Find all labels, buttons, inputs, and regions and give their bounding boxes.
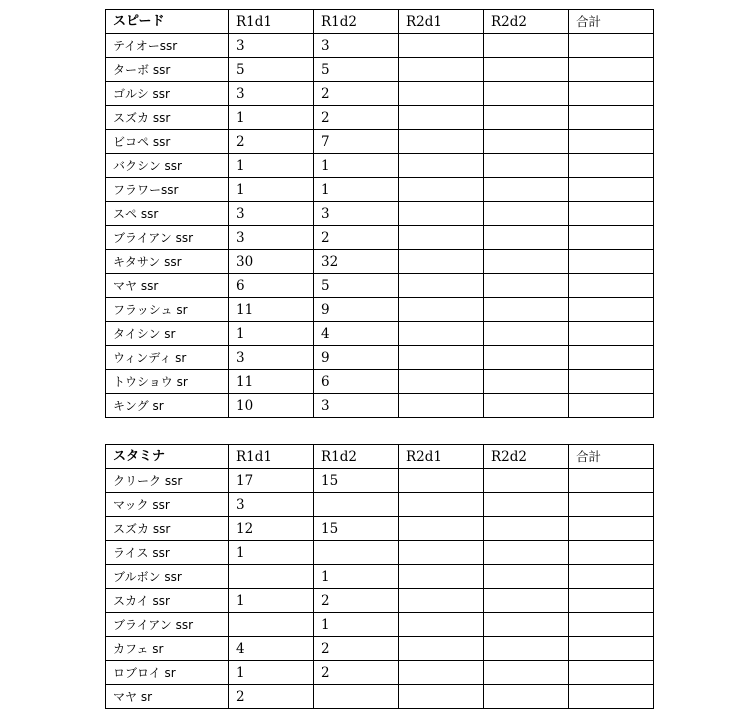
table-cell <box>399 34 484 58</box>
table-cell <box>484 685 569 709</box>
table-cell: 1 <box>229 154 314 178</box>
stamina-table <box>105 444 654 709</box>
table-cell <box>399 565 484 589</box>
table-cell <box>399 178 484 202</box>
column-header: R1d1 <box>229 10 314 34</box>
table-row <box>106 661 654 685</box>
table-cell: 3 <box>314 394 399 418</box>
table-cell <box>399 469 484 493</box>
table-cell: 3 <box>229 34 314 58</box>
table-row <box>106 685 654 709</box>
table-cell: 2 <box>314 661 399 685</box>
table-cell <box>484 394 569 418</box>
table-cell <box>399 274 484 298</box>
table-row <box>106 82 654 106</box>
header-row <box>106 10 654 34</box>
table-cell <box>569 82 654 106</box>
table-cell: 3 <box>229 226 314 250</box>
table-cell <box>569 250 654 274</box>
table-row <box>106 58 654 82</box>
column-header: R2d2 <box>484 445 569 469</box>
table-cell <box>484 322 569 346</box>
table-cell <box>399 322 484 346</box>
table-cell: 3 <box>229 493 314 517</box>
row-label: ターボ ssr <box>106 58 229 82</box>
table-cell <box>399 661 484 685</box>
table-cell: 3 <box>229 82 314 106</box>
table-row <box>106 34 654 58</box>
table-cell <box>399 493 484 517</box>
table-cell <box>399 298 484 322</box>
table-cell: 32 <box>314 250 399 274</box>
table-cell: 7 <box>314 130 399 154</box>
row-label: スペ ssr <box>106 202 229 226</box>
table-cell <box>399 226 484 250</box>
column-header: R2d2 <box>484 10 569 34</box>
row-label: ウィンディ sr <box>106 346 229 370</box>
table-row <box>106 250 654 274</box>
table-cell <box>569 637 654 661</box>
speed-table <box>105 9 654 418</box>
table-cell: 2 <box>314 82 399 106</box>
table-cell: 1 <box>229 541 314 565</box>
table-cell <box>484 541 569 565</box>
table-cell: 4 <box>314 322 399 346</box>
table-cell: 10 <box>229 394 314 418</box>
table-cell: 1 <box>314 613 399 637</box>
row-label: スズカ ssr <box>106 517 229 541</box>
table-cell <box>399 541 484 565</box>
column-header: R1d1 <box>229 445 314 469</box>
table-cell <box>484 154 569 178</box>
table-cell: 3 <box>229 346 314 370</box>
table-row <box>106 106 654 130</box>
table-cell <box>399 589 484 613</box>
table-cell <box>314 493 399 517</box>
table-cell: 9 <box>314 346 399 370</box>
table-cell: 3 <box>229 202 314 226</box>
row-label: ライス ssr <box>106 541 229 565</box>
table-cell <box>569 322 654 346</box>
row-label: マック ssr <box>106 493 229 517</box>
table-cell <box>399 394 484 418</box>
row-label: タイシン sr <box>106 322 229 346</box>
table-cell <box>569 226 654 250</box>
table-cell: 5 <box>229 58 314 82</box>
column-header: 合計 <box>569 445 654 469</box>
table-cell: 2 <box>314 226 399 250</box>
table-cell <box>569 346 654 370</box>
table-row <box>106 130 654 154</box>
row-label: ゴルシ ssr <box>106 82 229 106</box>
header-row <box>106 445 654 469</box>
table-cell <box>569 685 654 709</box>
table-cell: 5 <box>314 274 399 298</box>
table-row <box>106 178 654 202</box>
table-cell: 2 <box>229 685 314 709</box>
table-cell: 9 <box>314 298 399 322</box>
table-cell <box>569 613 654 637</box>
table-row <box>106 469 654 493</box>
table-cell: 5 <box>314 58 399 82</box>
table-cell <box>399 106 484 130</box>
table-cell: 2 <box>314 637 399 661</box>
table-cell <box>314 685 399 709</box>
table-cell: 1 <box>314 154 399 178</box>
table-row <box>106 202 654 226</box>
column-header: R2d1 <box>399 445 484 469</box>
row-label: スカイ ssr <box>106 589 229 613</box>
table-cell <box>569 202 654 226</box>
table-cell: 1 <box>229 589 314 613</box>
table-cell <box>484 82 569 106</box>
row-label: フラッシュ sr <box>106 298 229 322</box>
row-label: キング sr <box>106 394 229 418</box>
table-cell <box>569 661 654 685</box>
table-cell <box>569 589 654 613</box>
table-cell <box>569 565 654 589</box>
table-cell <box>399 346 484 370</box>
row-label: トウショウ sr <box>106 370 229 394</box>
table-cell <box>484 346 569 370</box>
table-cell <box>484 226 569 250</box>
table-cell <box>399 130 484 154</box>
table-cell: 15 <box>314 517 399 541</box>
table-cell: 2 <box>314 106 399 130</box>
table-cell <box>484 517 569 541</box>
table-cell <box>399 637 484 661</box>
table-row <box>106 613 654 637</box>
table-cell <box>569 370 654 394</box>
table-cell: 2 <box>314 589 399 613</box>
table-cell: 4 <box>229 637 314 661</box>
table-cell <box>484 58 569 82</box>
table-row <box>106 637 654 661</box>
table-cell <box>399 202 484 226</box>
row-label: ロブロイ sr <box>106 661 229 685</box>
row-label: マヤ sr <box>106 685 229 709</box>
table-cell: 11 <box>229 298 314 322</box>
table-cell <box>399 517 484 541</box>
table-cell <box>399 82 484 106</box>
table-cell <box>229 613 314 637</box>
row-label: ビコペ ssr <box>106 130 229 154</box>
table-cell <box>484 613 569 637</box>
row-label: カフェ sr <box>106 637 229 661</box>
table-cell <box>484 589 569 613</box>
table-cell <box>569 274 654 298</box>
table-cell: 17 <box>229 469 314 493</box>
table-cell <box>484 274 569 298</box>
table-row <box>106 154 654 178</box>
table-cell <box>484 661 569 685</box>
table-cell <box>399 613 484 637</box>
table-cell <box>484 250 569 274</box>
row-label: スズカ ssr <box>106 106 229 130</box>
table-cell <box>569 517 654 541</box>
table-cell <box>569 106 654 130</box>
table-cell <box>484 493 569 517</box>
section-title: スタミナ <box>106 445 229 469</box>
table-row <box>106 541 654 565</box>
table-cell <box>569 178 654 202</box>
table-cell: 11 <box>229 370 314 394</box>
table-cell <box>399 370 484 394</box>
table-cell <box>569 541 654 565</box>
table-cell <box>484 34 569 58</box>
table-cell: 1 <box>314 178 399 202</box>
table-cell <box>484 130 569 154</box>
table-cell <box>484 565 569 589</box>
table-cell: 6 <box>229 274 314 298</box>
table-cell: 1 <box>314 565 399 589</box>
table-cell <box>569 493 654 517</box>
table-row <box>106 517 654 541</box>
table-cell <box>569 394 654 418</box>
table-cell: 1 <box>229 661 314 685</box>
table-cell: 30 <box>229 250 314 274</box>
table-cell: 15 <box>314 469 399 493</box>
table-cell: 3 <box>314 34 399 58</box>
row-label: ブライアン ssr <box>106 226 229 250</box>
table-cell <box>399 154 484 178</box>
table-cell <box>399 685 484 709</box>
table-cell: 12 <box>229 517 314 541</box>
table-row <box>106 298 654 322</box>
column-header: R2d1 <box>399 10 484 34</box>
table-cell: 6 <box>314 370 399 394</box>
table-cell: 3 <box>314 202 399 226</box>
row-label: フラワーssr <box>106 178 229 202</box>
table-cell: 2 <box>229 130 314 154</box>
table-cell <box>484 469 569 493</box>
column-header: R1d2 <box>314 445 399 469</box>
row-label: テイオーssr <box>106 34 229 58</box>
table-cell <box>569 130 654 154</box>
table-row <box>106 226 654 250</box>
row-label: ブルボン ssr <box>106 565 229 589</box>
table-cell: 1 <box>229 178 314 202</box>
table-cell: 1 <box>229 106 314 130</box>
row-label: マヤ ssr <box>106 274 229 298</box>
column-header: 合計 <box>569 10 654 34</box>
row-label: バクシン ssr <box>106 154 229 178</box>
table-cell <box>399 250 484 274</box>
table-cell <box>484 298 569 322</box>
table-row <box>106 493 654 517</box>
table-cell <box>484 637 569 661</box>
row-label: ブライアン ssr <box>106 613 229 637</box>
table-cell: 1 <box>229 322 314 346</box>
table-row <box>106 322 654 346</box>
table-cell <box>484 106 569 130</box>
table-cell <box>569 58 654 82</box>
row-label: キタサン ssr <box>106 250 229 274</box>
table-row <box>106 274 654 298</box>
table-cell <box>229 565 314 589</box>
row-label: クリーク ssr <box>106 469 229 493</box>
table-row <box>106 346 654 370</box>
table-cell <box>569 469 654 493</box>
table-row <box>106 370 654 394</box>
column-header: R1d2 <box>314 10 399 34</box>
table-row <box>106 589 654 613</box>
table-cell <box>484 202 569 226</box>
table-cell <box>399 58 484 82</box>
table-cell <box>569 154 654 178</box>
table-row <box>106 394 654 418</box>
section-title: スピード <box>106 10 229 34</box>
table-cell <box>569 298 654 322</box>
table-cell <box>484 178 569 202</box>
table-cell <box>314 541 399 565</box>
table-cell <box>484 370 569 394</box>
table-cell <box>569 34 654 58</box>
table-row <box>106 565 654 589</box>
